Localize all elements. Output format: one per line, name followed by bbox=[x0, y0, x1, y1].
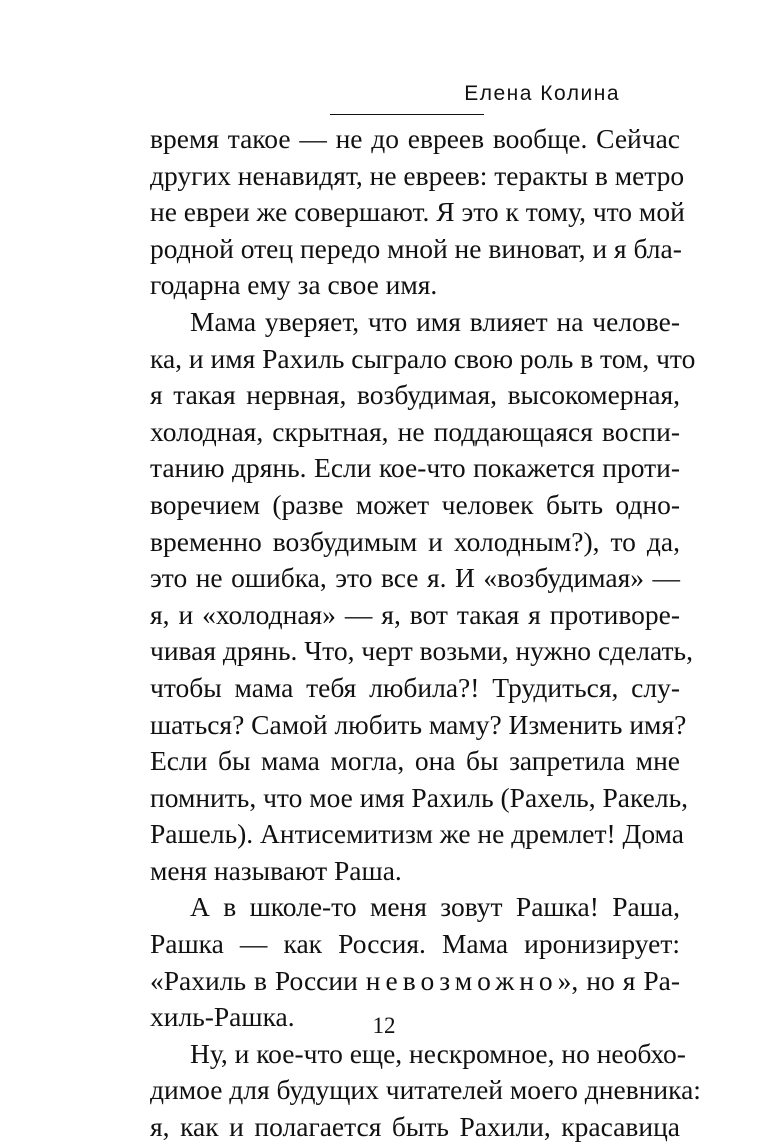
body-line: время такое — не до евреев вообще. Сейчас bbox=[150, 123, 680, 154]
body-line: временно возбудимым и холодным?), то да, bbox=[150, 525, 680, 557]
body-line: меня называют Раша. bbox=[150, 854, 402, 886]
body-line: родной отец передо мной не виноват, и я бла- bbox=[150, 232, 682, 264]
body-line: хиль-Рашка. bbox=[150, 1001, 295, 1033]
body-line: димое для будущих читателей моего дневника: bbox=[150, 1074, 701, 1106]
body-line: чивая дрянь. Что, черт возьми, нужно сделать, bbox=[150, 635, 693, 667]
spaced-line-before: «Рахиль в России bbox=[150, 964, 366, 996]
body-line: Рашка — как Россия. Мама иронизирует: bbox=[150, 928, 680, 960]
body-line: я, и «холодная» — я, вот такая я противоре- bbox=[150, 598, 680, 630]
body-line: шаться? Самой любить маму? Изменить имя? bbox=[150, 708, 687, 740]
body-line: других ненавидят, не евреев: теракты в метро bbox=[150, 159, 685, 191]
running-head-rule bbox=[330, 114, 484, 115]
body-line: я такая нервная, возбудимая, высокомерная, bbox=[150, 379, 680, 411]
running-head-author: Елена Колина bbox=[464, 82, 620, 105]
page-number: 12 bbox=[372, 1013, 396, 1038]
body-line: А в школе-то меня зовут Рашка! Раша, bbox=[190, 891, 680, 923]
spaced-emphasis-word: невозможно bbox=[365, 964, 558, 996]
body-line: Мама уверяет, что имя влияет на челове- bbox=[190, 305, 680, 337]
body-line: ка, и имя Рахиль сыграло свою роль в том, что bbox=[150, 342, 696, 374]
body-text bbox=[150, 121, 701, 1146]
body-line: я, как и полагается быть Рахили, красавица bbox=[150, 1111, 680, 1143]
body-line: Если бы мама могла, она бы запретила мне bbox=[150, 745, 680, 777]
spaced-line-after: », но я Ра- bbox=[557, 964, 680, 996]
body-lines-before bbox=[150, 121, 696, 963]
body-line: не евреи же совершают. Я это к тому, что мой bbox=[150, 196, 685, 228]
body-line: воречием (разве может человек быть одно- bbox=[150, 488, 680, 520]
body-line: танию дрянь. Если кое-что покажется проти- bbox=[150, 452, 680, 484]
body-line: это не ошибка, это все я. И «возбудимая» — bbox=[150, 562, 680, 594]
body-line: Рашель). Антисемитизм же не дремлет! Дома bbox=[150, 818, 684, 850]
body-line: годарна ему за свое имя. bbox=[150, 269, 438, 301]
body-line: холодная, скрытная, не поддающаяся воспи- bbox=[150, 415, 680, 447]
body-line: чтобы мама тебя любила?! Трудиться, слу- bbox=[150, 671, 680, 703]
body-line: Ну, и кое-что еще, нескромное, но необхо- bbox=[190, 1037, 686, 1069]
body-line: помнить, что мое имя Рахиль (Рахель, Ракель, bbox=[150, 781, 688, 813]
body-line-spaced bbox=[150, 963, 680, 1000]
